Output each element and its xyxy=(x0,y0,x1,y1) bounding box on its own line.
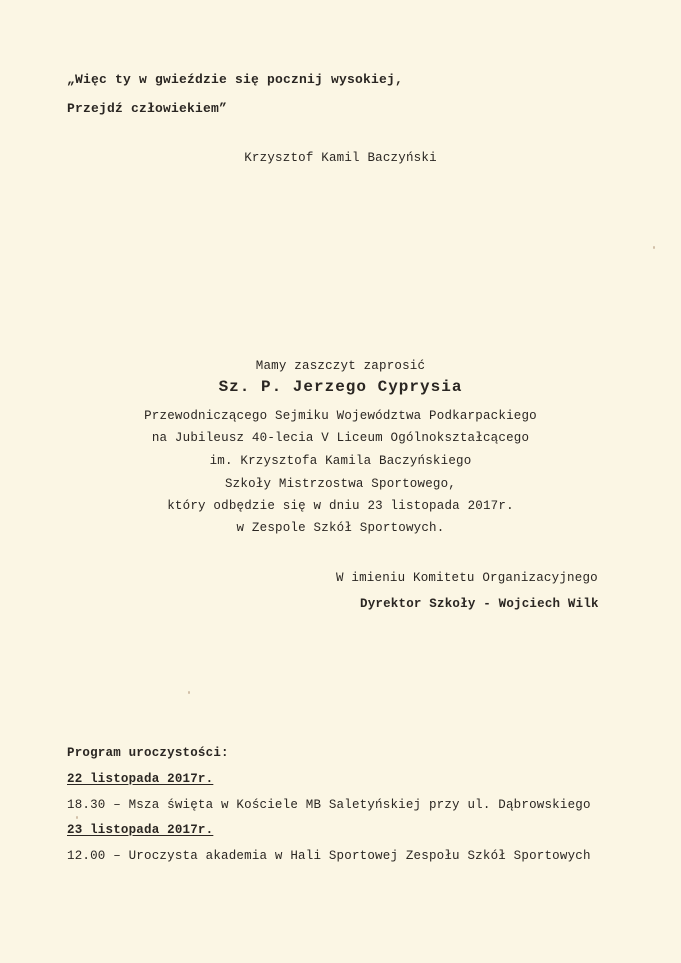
program-event-2: 12.00 – Uroczysta akademia w Hali Sportowej Zespołu Szkół Sportowych xyxy=(67,849,591,863)
motto-line-1: „Więc ty w gwieździe się pocznij wysokiej, xyxy=(67,72,404,87)
program-date-2: 23 listopada 2017r. xyxy=(67,823,214,837)
motto-author: Krzysztof Kamil Baczyński xyxy=(244,151,437,165)
invitation-line-3: im. Krzysztofa Kamila Baczyńskiego xyxy=(209,454,472,468)
invitation-intro: Mamy zaszczyt zaprosić xyxy=(255,359,426,373)
invitation-line-6: w Zespole Szkół Sportowych. xyxy=(236,521,445,535)
invitation-line-1: Przewodniczącego Sejmiku Województwa Podkarpackiego xyxy=(144,409,537,423)
invitation-line-5: który odbędzie się w dniu 23 listopada 2017r. xyxy=(167,499,514,513)
guest-name: Sz. P. Jerzego Cyprysia xyxy=(218,378,463,396)
paper-speck xyxy=(188,691,190,694)
program-event-1: 18.30 – Msza święta w Kościele MB Saletyńskiej przy ul. Dąbrowskiego xyxy=(67,798,591,812)
paper-speck xyxy=(76,816,78,819)
invitation-line-2: na Jubileusz 40-lecia V Liceum Ogólnokształcącego xyxy=(151,431,530,445)
program-date-1: 22 listopada 2017r. xyxy=(67,772,214,786)
signature-committee: W imieniu Komitetu Organizacyjnego xyxy=(336,571,598,585)
program-heading: Program uroczystości: xyxy=(67,746,229,760)
motto-line-2: Przejdź człowiekiem” xyxy=(67,101,228,116)
invitation-line-4: Szkoły Mistrzostwa Sportowego, xyxy=(224,477,457,491)
signature-director: Dyrektor Szkoły - Wojciech Wilk xyxy=(360,597,599,611)
paper-speck xyxy=(653,246,655,249)
